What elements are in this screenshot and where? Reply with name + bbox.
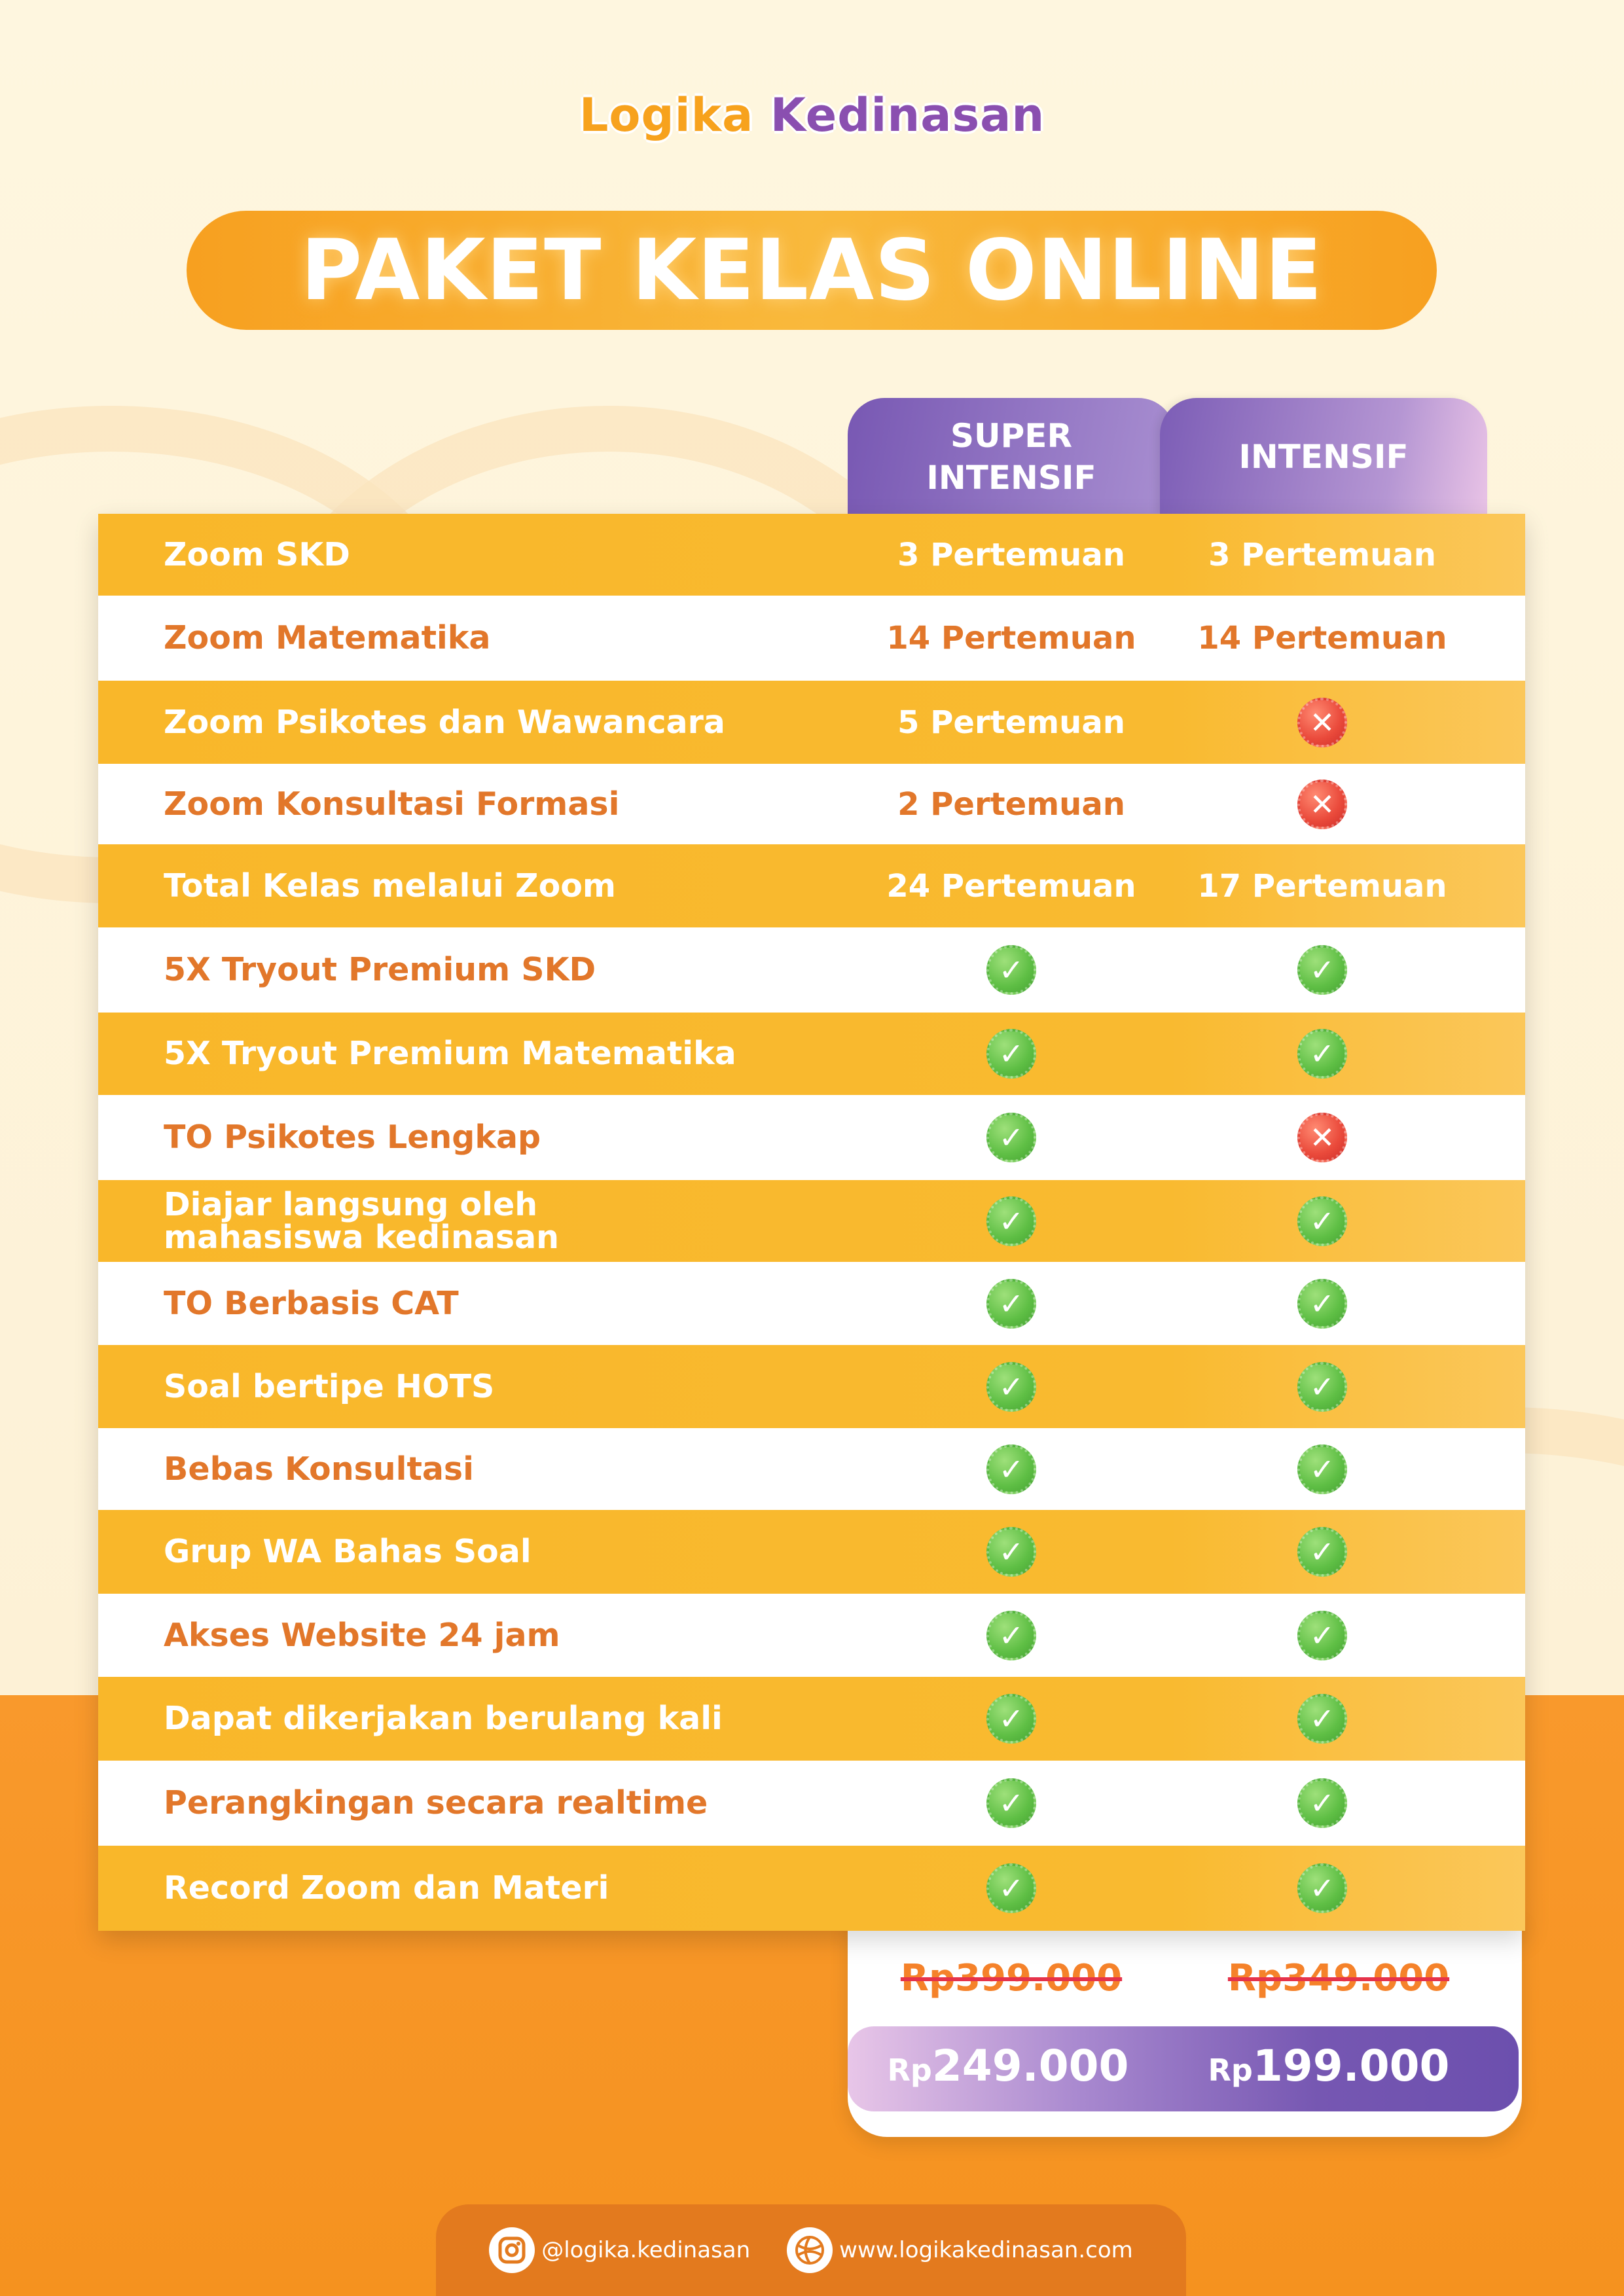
logo-word-1: Logika [579,88,754,142]
footer-website[interactable] [787,2227,1133,2273]
feature-label: Diajar langsung oleh mahasiswa kedinasan [164,1185,560,1256]
session-count: 24 Pertemuan [886,867,1136,905]
old-price-intensif: Rp349.000 [1227,1957,1450,2000]
cell-super-intensif [848,1510,1175,1594]
feature-label: Zoom Psikotes dan Wawancara [164,703,725,741]
feature-label: Zoom Konsultasi Formasi [164,785,620,823]
cell-intensif [1159,1095,1486,1180]
price-super-intensif [844,2041,1172,2091]
cell-super-intensif [848,1428,1175,1510]
check-badge-icon: ✓ [1297,1778,1347,1828]
cell-intensif [1159,1594,1486,1677]
cell-intensif [1159,1013,1486,1095]
session-count: 2 Pertemuan [897,785,1125,823]
page-title: PAKET KELAS ONLINE [300,221,1323,319]
feature-label: TO Psikotes Lengkap [164,1119,541,1156]
check-badge-icon: ✓ [986,1611,1036,1660]
check-badge-icon: ✓ [1297,1362,1347,1412]
cell-intensif [1159,1761,1486,1846]
check-badge-icon: ✓ [986,1778,1036,1828]
footer-contact-bar [436,2204,1186,2296]
price-value: 199.000 [1252,2041,1450,2091]
feature-label: Total Kelas melalui Zoom [164,867,616,905]
table-row [98,681,1525,764]
session-count: 3 Pertemuan [897,536,1125,573]
cross-badge-icon: ✕ [1297,698,1347,747]
check-badge-icon: ✓ [986,1527,1036,1577]
feature-label: Akses Website 24 jam [164,1616,560,1654]
cell-super-intensif [848,1594,1175,1677]
cross-badge-icon: ✕ [1297,780,1347,829]
table-row [98,1510,1525,1594]
cell-intensif [1159,764,1486,844]
cell-intensif [1159,844,1486,927]
check-badge-icon: ✓ [986,1362,1036,1412]
cell-super-intensif [848,1180,1175,1262]
comparison-table [98,514,1525,1931]
instagram-handle: @logika.kedinasan [541,2237,751,2263]
cell-intensif [1159,681,1486,764]
table-row [98,927,1525,1013]
table-row [98,1761,1525,1846]
cell-super-intensif [848,514,1175,596]
check-badge-icon: ✓ [1297,1196,1347,1246]
instagram-icon [489,2227,535,2273]
table-row [98,1428,1525,1510]
cell-super-intensif [848,764,1175,844]
table-row [98,1013,1525,1095]
currency-prefix: Rp [1208,2053,1253,2088]
feature-label: Zoom Matematika [164,619,491,656]
website-url: www.logikakedinasan.com [839,2237,1133,2263]
check-badge-icon: ✓ [1297,1527,1347,1577]
old-price-super-intensif: Rp399.000 [900,1957,1123,2000]
cell-super-intensif [848,596,1175,681]
cell-super-intensif [848,1013,1175,1095]
table-row [98,764,1525,844]
check-badge-icon: ✓ [1297,1694,1347,1744]
cell-intensif [1159,1345,1486,1428]
cell-intensif [1159,596,1486,681]
cell-intensif [1159,1510,1486,1594]
feature-label: Perangkingan secara realtime [164,1784,708,1821]
feature-label: 5X Tryout Premium Matematika [164,1035,736,1072]
table-row [98,1180,1525,1262]
session-count: 17 Pertemuan [1197,867,1447,905]
feature-label: TO Berbasis CAT [164,1284,459,1322]
price-intensif [1165,2041,1492,2091]
check-badge-icon: ✓ [1297,1863,1347,1913]
cell-super-intensif [848,1262,1175,1345]
footer-instagram[interactable] [489,2227,750,2273]
cell-super-intensif [848,927,1175,1013]
check-badge-icon: ✓ [1297,1029,1347,1079]
check-badge-icon: ✓ [986,1113,1036,1162]
check-badge-icon: ✓ [986,1196,1036,1246]
cell-intensif [1159,514,1486,596]
feature-label: Zoom SKD [164,535,350,573]
logo-word-2: Kedinasan [770,88,1045,142]
table-row [98,1262,1525,1345]
feature-label: Bebas Konsultasi [164,1450,474,1488]
check-badge-icon: ✓ [986,1279,1036,1329]
plan-name: SUPER INTENSIF [926,417,1096,497]
check-badge-icon: ✓ [986,1444,1036,1494]
plan-header-intensif [1160,398,1487,516]
check-badge-icon: ✓ [986,1029,1036,1079]
table-row [98,1677,1525,1761]
cell-intensif [1159,1180,1486,1262]
cell-intensif [1159,1262,1486,1345]
feature-label: 5X Tryout Premium SKD [164,951,596,988]
plan-name: INTENSIF [1238,438,1409,476]
cell-intensif [1159,1846,1486,1931]
plan-header-super-intensif [848,398,1175,516]
feature-label: Dapat dikerjakan berulang kali [164,1700,723,1737]
cell-super-intensif [848,1846,1175,1931]
feature-label: Soal bertipe HOTS [164,1367,495,1405]
check-badge-icon: ✓ [1297,1611,1347,1660]
cell-intensif [1159,1428,1486,1510]
feature-label: Record Zoom dan Materi [164,1869,609,1907]
table-row [98,1095,1525,1180]
cross-badge-icon: ✕ [1297,1113,1347,1162]
globe-icon [787,2227,833,2273]
currency-prefix: Rp [887,2053,932,2088]
table-row [98,1846,1525,1931]
table-row [98,596,1525,681]
check-badge-icon: ✓ [1297,1444,1347,1494]
cell-super-intensif [848,1761,1175,1846]
cell-super-intensif [848,1345,1175,1428]
table-row [98,844,1525,927]
brand-logo [0,88,1624,142]
cell-super-intensif [848,1677,1175,1761]
cell-super-intensif [848,681,1175,764]
price-value: 249.000 [931,2041,1129,2091]
cell-super-intensif [848,1095,1175,1180]
check-badge-icon: ✓ [1297,945,1347,995]
cell-intensif [1159,927,1486,1013]
table-row [98,1345,1525,1428]
cell-intensif [1159,1677,1486,1761]
check-badge-icon: ✓ [986,945,1036,995]
cell-super-intensif [848,844,1175,927]
check-badge-icon: ✓ [986,1863,1036,1913]
feature-label: Grup WA Bahas Soal [164,1533,532,1570]
session-count: 5 Pertemuan [897,704,1125,741]
title-banner [187,211,1437,330]
check-badge-icon: ✓ [1297,1279,1347,1329]
session-count: 14 Pertemuan [1197,620,1447,656]
session-count: 14 Pertemuan [886,620,1136,656]
session-count: 3 Pertemuan [1208,536,1436,573]
check-badge-icon: ✓ [986,1694,1036,1744]
table-row [98,514,1525,596]
table-row [98,1594,1525,1677]
